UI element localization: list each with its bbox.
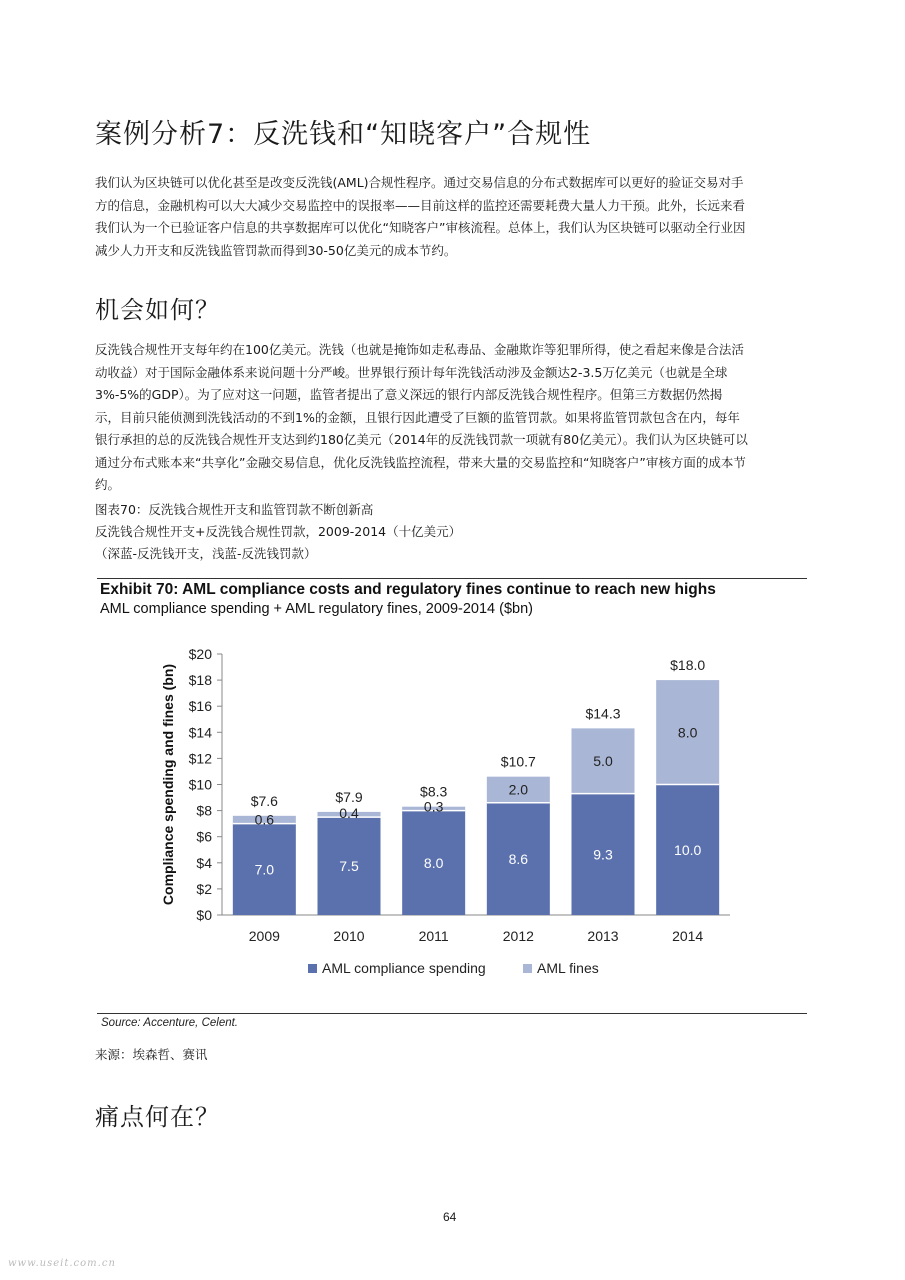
- x-tick-label: 2014: [672, 928, 704, 944]
- legend-swatch-spending: [308, 964, 317, 973]
- y-tick-label: $8: [196, 802, 212, 819]
- data-label-total: $7.6: [250, 792, 278, 809]
- figure-caption-title: 图表70：反洗钱合规性开支和监管罚款不断创新高: [95, 502, 374, 517]
- data-label-spending: 8.0: [423, 854, 444, 871]
- y-tick-label: $20: [188, 646, 212, 662]
- source-english: Source: Accenture, Celent.: [101, 1017, 239, 1029]
- legend-label-fines: AML fines: [537, 960, 599, 976]
- stacked-bar-chart: [150, 640, 750, 995]
- y-axis-label: Compliance spending and fines (bn): [160, 663, 176, 906]
- page-number: 64: [443, 1210, 457, 1224]
- data-label-spending: 7.5: [339, 858, 359, 875]
- figure-caption-note: （深蓝-反洗钱开支，浅蓝-反洗钱罚款）: [95, 546, 317, 561]
- data-label-spending: 7.0: [254, 861, 275, 878]
- y-tick-label: $12: [188, 750, 212, 767]
- opportunity-line: 通过分布式账本来“共享化”金融交易信息，优化反洗钱监控流程，带来大量的交易监控和“知晓客户”审核方面的成本节: [95, 454, 746, 470]
- data-label-total: $7.9: [335, 788, 363, 805]
- opportunity-line: 示，目前只能侦测到洗钱活动的不到1%的金额，且银行因此遭受了巨额的监管罚款。如果将监管罚款包含在内，每年: [95, 409, 740, 425]
- opportunity-line: 银行承担的总的反洗钱合规性开支达到约180亿美元（2014年的反洗钱罚款一项就有80亿美元）。我们认为区块链可以: [95, 432, 748, 447]
- opportunity-line: 反洗钱合规性开支每年约在100亿美元。洗钱（也就是掩饰如走私毒品、金融欺诈等犯罪所得，使之看起来像是合法活: [95, 342, 744, 357]
- pain-point-heading: 痛点何在？: [95, 1103, 220, 1131]
- data-label-total: $8.3: [420, 783, 448, 800]
- intro-line: 我们认为一个已验证客户信息的共享数据库可以优化“知晓客户”审核流程。总体上，我们认为区块链可以驱动全行业因: [95, 220, 746, 235]
- intro-paragraph: [95, 172, 815, 262]
- y-tick-label: $6: [196, 828, 212, 845]
- data-label-total: $18.0: [670, 657, 706, 674]
- case-heading: 案例分析7：反洗钱和“知晓客户”合规性: [95, 119, 592, 150]
- legend-swatch-fines: [523, 964, 532, 973]
- data-label-spending: 9.3: [593, 846, 613, 863]
- y-tick-label: $0: [196, 907, 212, 923]
- x-tick-label: 2013: [587, 928, 619, 944]
- x-tick-label: 2010: [333, 928, 365, 944]
- figure-caption-subtitle: 反洗钱合规性开支+反洗钱合规性罚款，2009-2014（十亿美元）: [95, 524, 462, 539]
- opportunity-heading: 机会如何？: [95, 296, 220, 324]
- y-tick-label: $14: [188, 724, 212, 741]
- data-label-total: $14.3: [585, 705, 621, 722]
- opportunity-line: 约。: [95, 477, 121, 492]
- y-tick-label: $10: [188, 776, 212, 793]
- opportunity-paragraph: [95, 339, 815, 497]
- exhibit-top-rule: [97, 578, 807, 579]
- exhibit-title: Exhibit 70: AML compliance costs and regulatory fines continue to reach new highs: [100, 581, 716, 598]
- data-label-fines: 8.0: [677, 724, 698, 741]
- x-tick-label: 2009: [248, 928, 280, 944]
- data-label-total: $10.7: [500, 753, 536, 770]
- watermark: www.useit.com.cn: [8, 1258, 116, 1269]
- data-label-fines: 5.0: [593, 753, 613, 770]
- legend-label-spending: AML compliance spending: [322, 960, 486, 976]
- data-label-spending: 8.6: [508, 850, 529, 867]
- intro-line: 减少人力开支和反洗钱监管罚款而得到30-50亿美元的成本节约。: [95, 242, 457, 258]
- data-label-spending: 10.0: [674, 841, 702, 858]
- figure-caption: [95, 499, 461, 565]
- x-tick-label: 2011: [418, 928, 449, 944]
- data-label-fines: 2.0: [508, 781, 529, 798]
- intro-line: 我们认为区块链可以优化甚至是改变反洗钱(AML)合规性程序。通过交易信息的分布式数据库可以更好的验证交易对手: [95, 175, 744, 190]
- data-label-fines: 0.3: [423, 798, 444, 815]
- exhibit-subtitle: AML compliance spending + AML regulatory fines, 2009-2014 ($bn): [100, 601, 533, 617]
- y-tick-label: $18: [188, 672, 212, 689]
- y-tick-label: $16: [188, 698, 212, 715]
- x-tick-label: 2012: [502, 928, 534, 944]
- source-chinese: 来源：埃森哲、赛讯: [95, 1047, 208, 1062]
- y-tick-label: $4: [196, 854, 212, 871]
- data-label-fines: 0.4: [339, 805, 359, 822]
- y-tick-label: $2: [196, 880, 212, 897]
- intro-line: 方的信息，金融机构可以大大减少交易监控中的误报率——目前这样的监控还需要耗费大量人力干预。此外，长远来看: [95, 197, 746, 213]
- opportunity-line: 动收益）对于国际金融体系来说问题十分严峻。世界银行预计每年洗钱活动涉及金额达2-3.5万亿美元（也就是全球: [95, 364, 728, 380]
- data-label-fines: 0.6: [254, 811, 275, 828]
- exhibit-bottom-rule: [97, 1013, 807, 1014]
- opportunity-line: 3%-5%的GDP）。为了应对这一问题，监管者提出了意义深远的银行内部反洗钱合规性程序。但第三方数据仍然揭: [95, 387, 723, 402]
